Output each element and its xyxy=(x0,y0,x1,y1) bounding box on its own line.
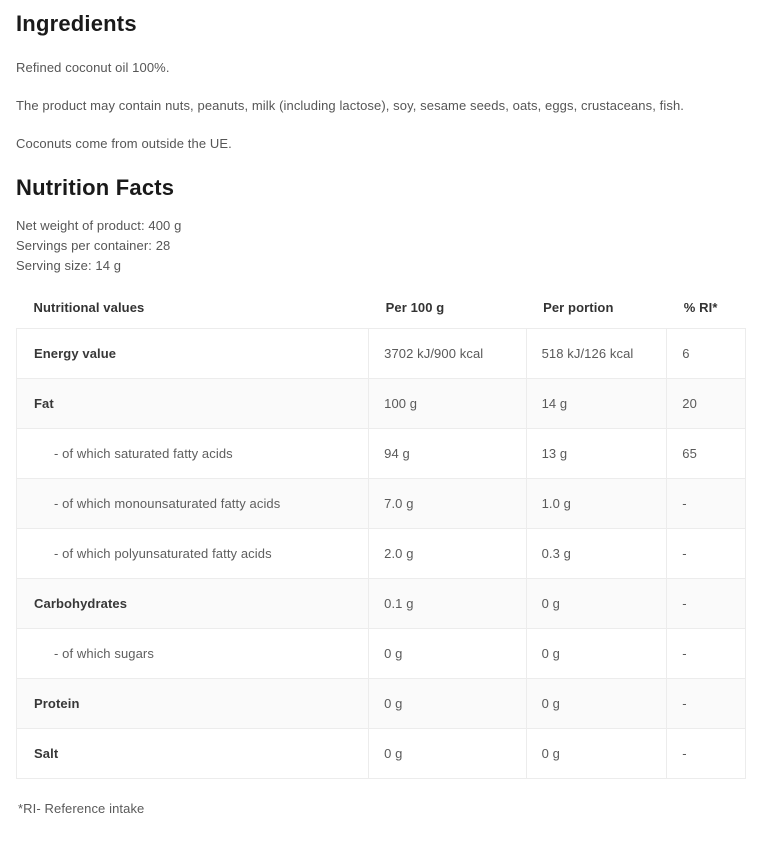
row-label: - of which saturated fatty acids xyxy=(17,428,369,478)
table-row-polyunsaturated-fatty-acids xyxy=(17,528,746,578)
row-label: - of which monounsaturated fatty acids xyxy=(17,478,369,528)
per-100g-value: 7.0 g xyxy=(369,478,526,528)
table-row-saturated-fatty-acids xyxy=(17,428,746,478)
per-100g-value: 3702 kJ/900 kcal xyxy=(369,328,526,378)
per-100g-value: 2.0 g xyxy=(369,528,526,578)
nutrition-facts-heading: Nutrition Facts xyxy=(16,175,175,200)
per-portion-value: 13 g xyxy=(526,428,667,478)
row-label: Carbohydrates xyxy=(17,578,369,628)
row-label: Fat xyxy=(17,378,369,428)
per-portion-value: 0 g xyxy=(526,628,667,678)
origin-info-text: Coconuts come from outside the UE. xyxy=(16,136,232,151)
col-header-nutritional-values: Nutritional values xyxy=(17,288,369,328)
ri-value: - xyxy=(667,478,746,528)
per-100g-value: 0 g xyxy=(369,628,526,678)
table-row-salt xyxy=(17,728,746,778)
per-portion-value: 0.3 g xyxy=(526,528,667,578)
table-row-energy-value xyxy=(17,328,746,378)
table-row-monounsaturated-fatty-acids xyxy=(17,478,746,528)
servings-per-container-text: Servings per container: 28 xyxy=(16,238,171,253)
table-row-protein xyxy=(17,678,746,728)
ri-value: - xyxy=(667,578,746,628)
nutrition-table xyxy=(16,288,746,779)
table-row-fat xyxy=(17,378,746,428)
per-100g-value: 100 g xyxy=(369,378,526,428)
table-row-sugars xyxy=(17,628,746,678)
per-portion-value: 518 kJ/126 kcal xyxy=(526,328,667,378)
row-label: - of which polyunsaturated fatty acids xyxy=(17,528,369,578)
ingredients-heading: Ingredients xyxy=(16,11,137,36)
row-label: - of which sugars xyxy=(17,628,369,678)
ri-value: - xyxy=(667,678,746,728)
row-label: Protein xyxy=(17,678,369,728)
col-header-per-100g: Per 100 g xyxy=(369,288,526,328)
reference-intake-footnote: *RI- Reference intake xyxy=(18,800,145,816)
ri-value: 20 xyxy=(667,378,746,428)
table-header-row xyxy=(17,288,746,328)
per-portion-value: 14 g xyxy=(526,378,667,428)
ri-value: 6 xyxy=(667,328,746,378)
per-100g-value: 94 g xyxy=(369,428,526,478)
ri-value: - xyxy=(667,628,746,678)
nutrition-facts-section xyxy=(16,174,745,817)
per-100g-value: 0 g xyxy=(369,728,526,778)
per-portion-value: 0 g xyxy=(526,678,667,728)
table-row-carbohydrates xyxy=(17,578,746,628)
ri-value: 65 xyxy=(667,428,746,478)
per-portion-value: 0 g xyxy=(526,578,667,628)
ingredients-section xyxy=(16,10,745,152)
per-portion-value: 0 g xyxy=(526,728,667,778)
per-100g-value: 0 g xyxy=(369,678,526,728)
col-header-per-portion: Per portion xyxy=(526,288,667,328)
net-weight-text: Net weight of product: 400 g xyxy=(16,218,182,233)
allergen-info-text: The product may contain nuts, peanuts, milk (including lactose), soy, sesame seeds, oats, eggs, crustaceans, fish. xyxy=(16,98,684,113)
row-label: Salt xyxy=(17,728,369,778)
ri-value: - xyxy=(667,728,746,778)
row-label: Energy value xyxy=(17,328,369,378)
serving-info-block xyxy=(16,216,745,276)
ingredients-composition-text: Refined coconut oil 100%. xyxy=(16,60,170,75)
serving-size-text: Serving size: 14 g xyxy=(16,258,122,273)
col-header-ri-percent: % RI* xyxy=(667,288,746,328)
per-portion-value: 1.0 g xyxy=(526,478,667,528)
per-100g-value: 0.1 g xyxy=(369,578,526,628)
ri-value: - xyxy=(667,528,746,578)
